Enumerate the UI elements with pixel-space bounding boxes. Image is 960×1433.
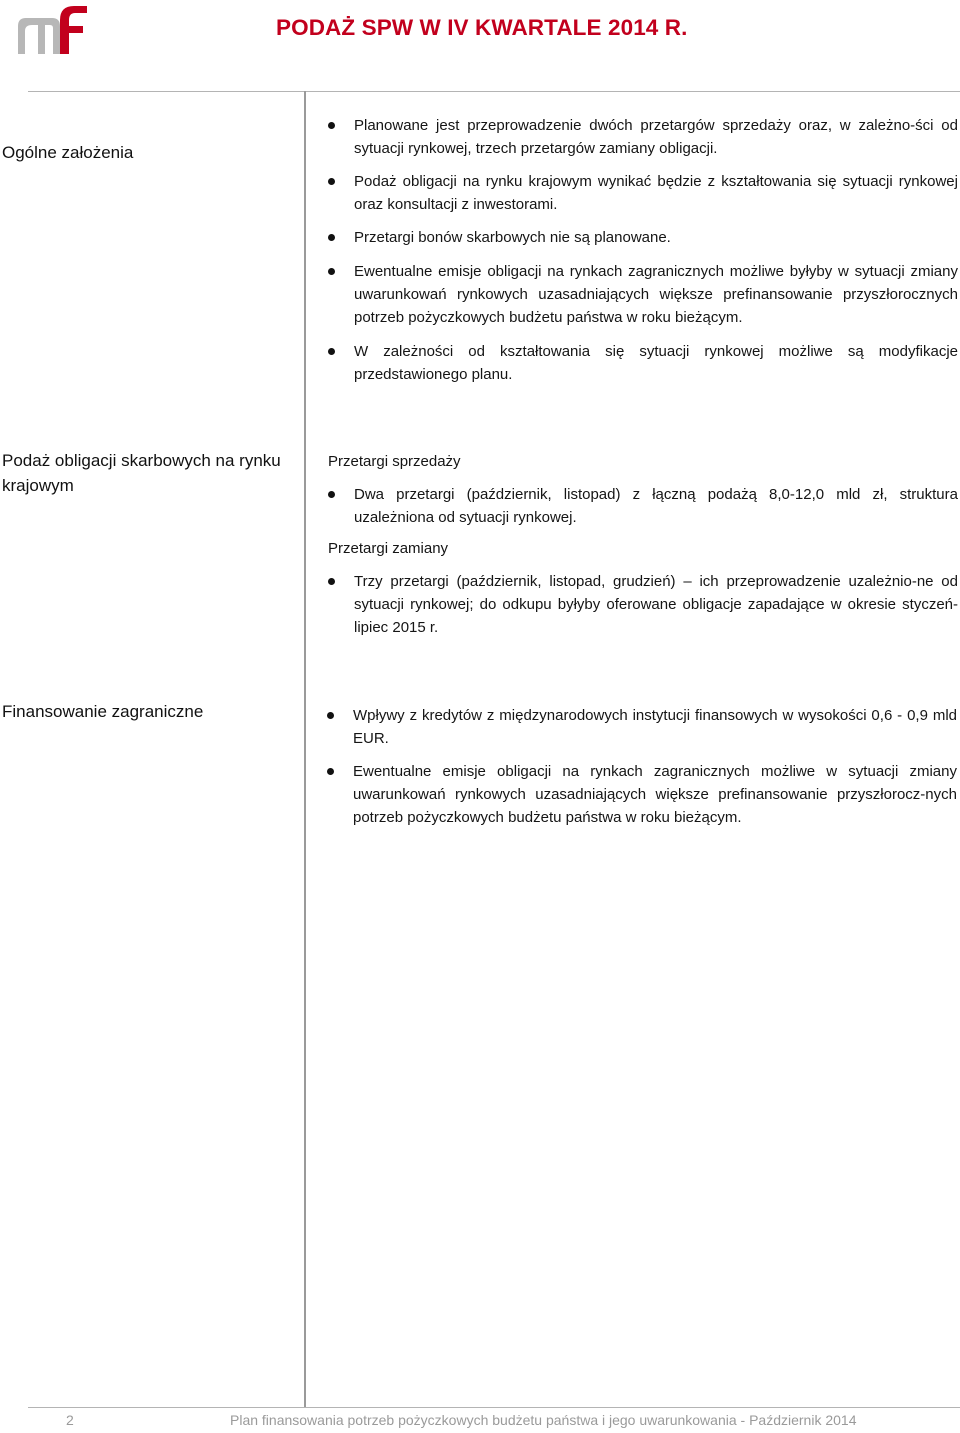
- bullet-icon: [328, 348, 335, 355]
- section-general-assumptions: [328, 114, 958, 386]
- bullet-icon: [328, 268, 335, 275]
- bullet-icon: [327, 768, 334, 775]
- list-item-text: W zależności od kształtowania się sytuacji rynkowej możliwe są modyfikacje przedstawionego planu.: [354, 343, 958, 383]
- ministry-of-finance-logo: [14, 4, 90, 54]
- bullet-icon: [328, 234, 335, 241]
- list-item-text: Ewentualne emisje obligacji na rynkach zagranicznych możliwe byłyby w sytuacji zmiany uwarunkowań rynkowych uzasadniających większe prefinansowanie przyszłorocznych potrzeb pożyczkowych budżetu państwa w roku bieżącym.: [354, 263, 958, 326]
- bullet-icon: [328, 122, 335, 129]
- list-item-text: Trzy przetargi (październik, listopad, grudzień) – ich przeprowadzenie uzależnio-ne od sytuacji rynkowej; do odkupu byłyby oferowane obligacje zapadające w okresie styczeń-lipiec 2015 r.: [354, 573, 958, 636]
- list-item-text: Ewentualne emisje obligacji na rynkach zagranicznych możliwe w sytuacji zmiany uwarunkowań rynkowych uzasadniających większe prefinansowanie przyszłorocz-nych potrzeb pożyczkowych budżetu państwa w roku bieżącym.: [353, 763, 957, 826]
- list-item-text: Przetargi bonów skarbowych nie są planowane.: [354, 229, 671, 246]
- list-item: [328, 483, 958, 529]
- bullet-list: [328, 570, 958, 639]
- list-item: [328, 570, 958, 639]
- list-item-text: Podaż obligacji na rynku krajowym wynikać będzie z kształtowania się sytuacji rynkowej oraz konsultacji z inwestorami.: [354, 173, 958, 213]
- bullet-icon: [328, 578, 335, 585]
- bullet-icon: [328, 491, 335, 498]
- header-divider: [28, 91, 960, 92]
- bullet-list: [328, 114, 958, 386]
- section-foreign-financing: [327, 704, 957, 829]
- list-item: [328, 340, 958, 386]
- bullet-list: [327, 704, 957, 829]
- footer-text: Plan finansowania potrzeb pożyczkowych budżetu państwa i jego uwarunkowania - Październik 2014: [230, 1412, 857, 1428]
- page-number: 2: [66, 1412, 74, 1428]
- list-item: [328, 260, 958, 329]
- bullet-list: [328, 483, 958, 529]
- subheading-sale-auctions: Przetargi sprzedaży: [328, 453, 461, 470]
- logo-f-shape: [60, 6, 87, 54]
- list-item-text: Dwa przetargi (październik, listopad) z łączną podażą 8,0-12,0 mld zł, struktura uzależniona od sytuacji rynkowej.: [354, 486, 958, 526]
- list-item: [327, 704, 957, 750]
- section-label-foreign-financing: Finansowanie zagraniczne: [2, 702, 204, 721]
- footer-divider: [28, 1407, 960, 1408]
- subheading-switch-auctions: Przetargi zamiany: [328, 540, 449, 557]
- logo-m-shape: [18, 18, 60, 54]
- list-item: [328, 170, 958, 216]
- document-title: PODAŻ SPW W IV KWARTALE 2014 R.: [276, 15, 688, 40]
- list-item: [328, 114, 958, 160]
- list-item-text: Planowane jest przeprowadzenie dwóch przetargów sprzedaży oraz, w zależno-ści od sytuacji rynkowej, trzech przetargów zamiany obligacji.: [354, 117, 958, 157]
- section-label-general-assumptions: Ogólne założenia: [2, 143, 134, 162]
- section-label-domestic-supply: Podaż obligacji skarbowych na rynku krajowym: [2, 451, 281, 495]
- list-item: [327, 760, 957, 829]
- list-item-text: Wpływy z kredytów z międzynarodowych instytucji finansowych w wysokości 0,6 - 0,9 mld EUR.: [353, 707, 957, 747]
- column-divider: [304, 91, 306, 1407]
- section-domestic-supply: [328, 450, 958, 639]
- bullet-icon: [328, 178, 335, 185]
- bullet-icon: [327, 712, 334, 719]
- list-item: [328, 226, 958, 249]
